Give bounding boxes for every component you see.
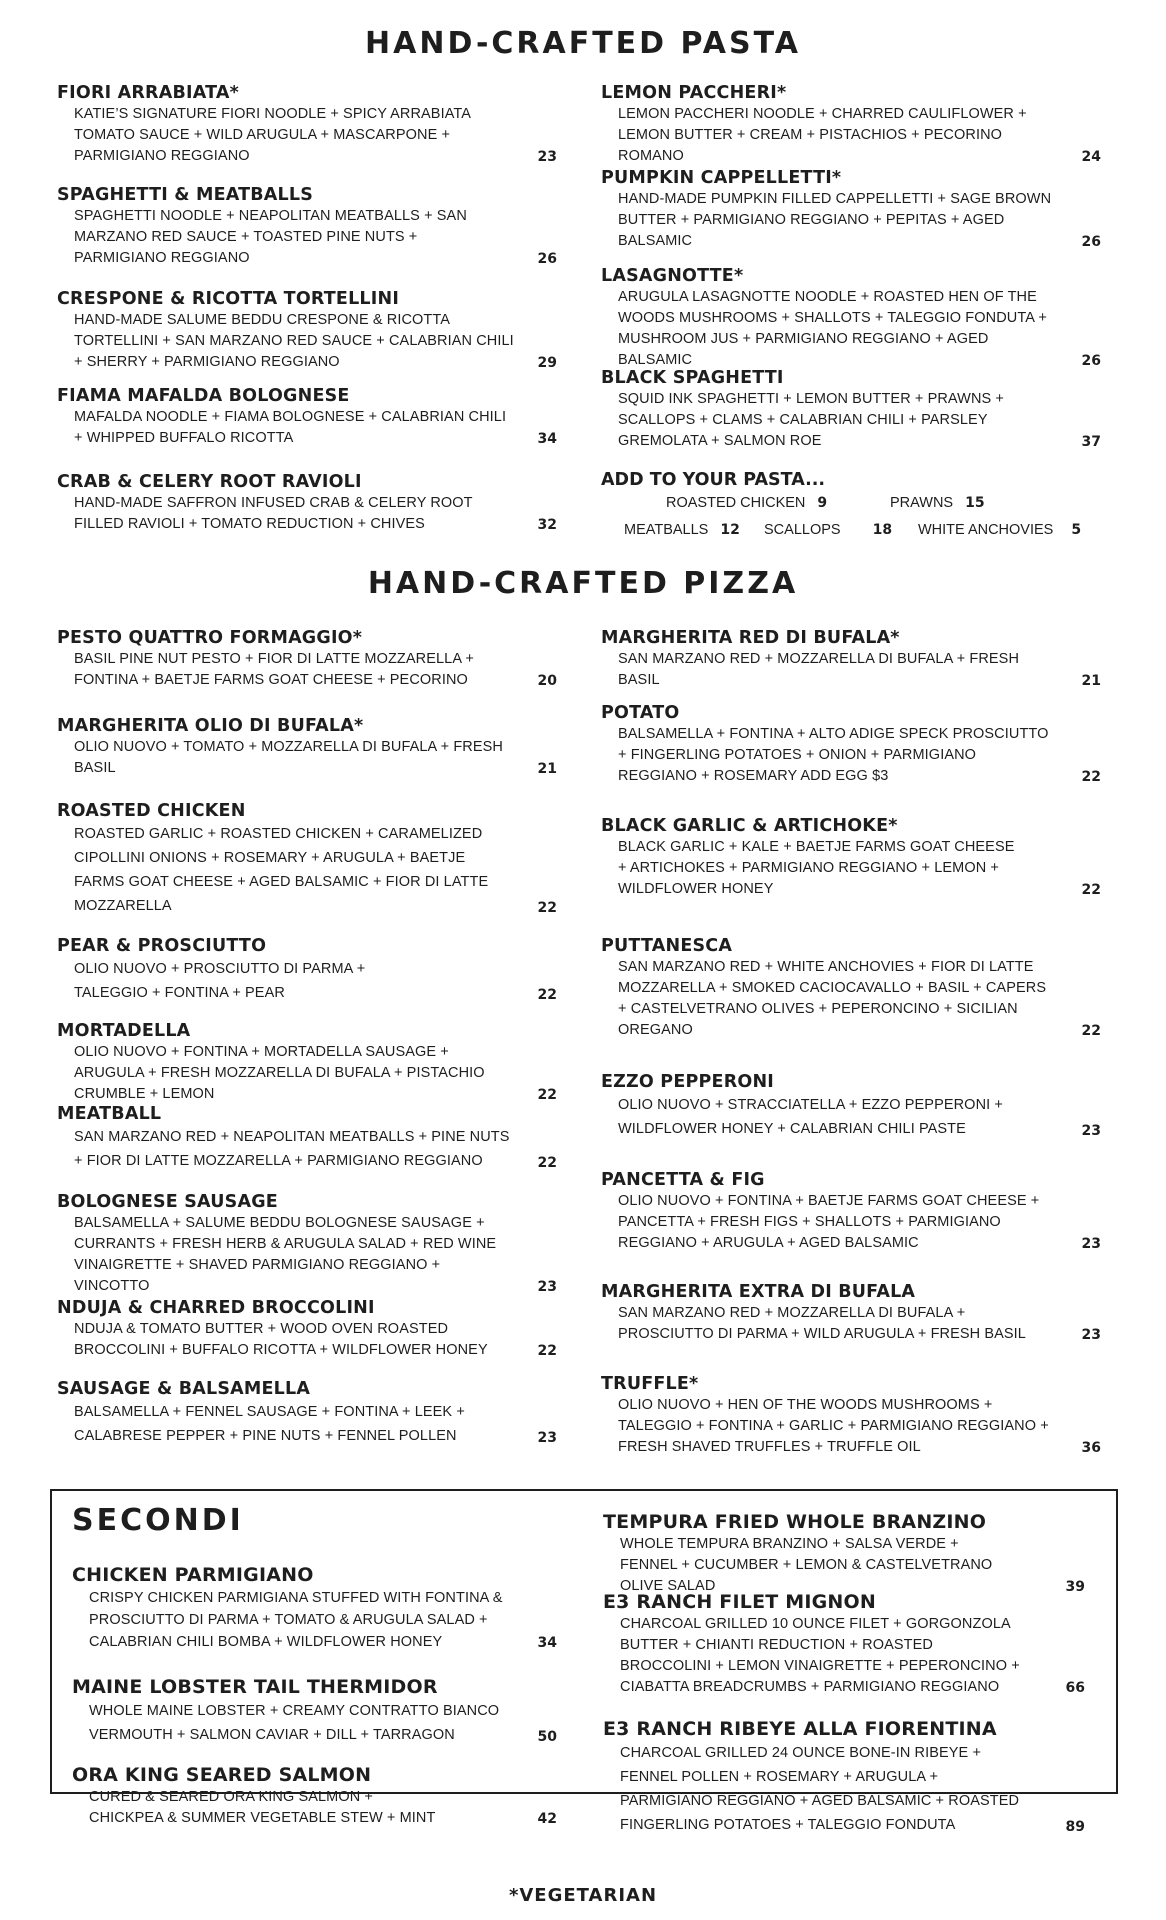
item-description: SAN MARZANO RED + WHITE ANCHOVIES + FIOR DI LATTE MOZZARELLA + SMOKED CACIOCAVALLO + BASIL + CAPERS + CASTELVETRANO OLIVES + PEPERONCINO + SICILIAN OREGANO [618, 959, 1047, 1038]
item-description: OLIO NUOVO + TOMATO + MOZZARELLA DI BUFALA + FRESH BASIL [74, 739, 503, 776]
addons-title: ADD TO YOUR PASTA... [601, 470, 826, 490]
item-description: WHOLE TEMPURA BRANZINO + SALSA VERDE + FENNEL + CUCUMBER + LEMON & CASTELVETRANO OLIVE SALAD [620, 1536, 993, 1594]
item-name: FIAMA MAFALDA BOLOGNESE [57, 386, 350, 406]
addon-item [666, 495, 827, 511]
addon-price: 5 [1071, 522, 1082, 538]
item-name: TRUFFLE* [601, 1374, 699, 1394]
item-description: BALSAMELLA + FONTINA + ALTO ADIGE SPECK PROSCIUTTO + FINGERLING POTATOES + ONION + PARMIGIANO REGGIANO + ROSEMARY ADD EGG $3 [618, 726, 1049, 784]
menu-item [57, 288, 557, 373]
item-price: 22 [537, 900, 557, 916]
menu-item [57, 471, 557, 535]
item-price: 23 [1081, 1123, 1101, 1139]
item-name: MARGHERITA RED DI BUFALA* [601, 628, 900, 648]
menu-item [601, 367, 1101, 452]
menu-item [601, 1071, 1101, 1141]
addon-item [890, 495, 985, 511]
menu-item [72, 1675, 557, 1747]
item-price: 21 [537, 761, 557, 777]
menu-item [601, 702, 1101, 787]
item-name: LASAGNOTTE* [601, 266, 744, 286]
addon-price: 9 [817, 495, 828, 511]
item-price: 22 [1081, 1023, 1101, 1039]
item-description: BALSAMELLA + SALUME BEDDU BOLOGNESE SAUSAGE + CURRANTS + FRESH HERB & ARUGULA SALAD + RED WINE VINAIGRETTE + SHAVED PARMIGIANO REGGIANO + VINCOTTO [74, 1215, 497, 1294]
item-price: 22 [537, 1087, 557, 1103]
item-price: 89 [1065, 1819, 1085, 1835]
item-price: 32 [537, 517, 557, 533]
item-price: 23 [1081, 1236, 1101, 1252]
item-description: NDUJA & TOMATO BUTTER + WOOD OVEN ROASTED BROCCOLINI + BUFFALO RICOTTA + WILDFLOWER HONEY [74, 1321, 488, 1358]
item-description: SPAGHETTI NOODLE + NEAPOLITAN MEATBALLS + SAN MARZANO RED SAUCE + TOASTED PINE NUTS + PARMIGIANO REGGIANO [74, 208, 467, 266]
addon-price: 15 [965, 495, 985, 511]
item-price: 26 [1081, 353, 1101, 369]
item-description: HAND-MADE SALUME BEDDU CRESPONE & RICOTTA TORTELLINI + SAN MARZANO RED SAUCE + CALABRIAN CHILI + SHERRY + PARMIGIANO REGGIANO [74, 312, 514, 370]
item-name: BLACK SPAGHETTI [601, 368, 784, 388]
item-name: TEMPURA FRIED WHOLE BRANZINO [603, 1511, 987, 1533]
menu-item [601, 1373, 1101, 1458]
item-price: 22 [537, 987, 557, 1003]
item-description: KATIE’S SIGNATURE FIORI NOODLE + SPICY ARRABIATA TOMATO SAUCE + WILD ARUGULA + MASCARPONE + PARMIGIANO REGGIANO [74, 106, 471, 164]
item-description: OLIO NUOVO + FONTINA + MORTADELLA SAUSAGE + ARUGULA + FRESH MOZZARELLA DI BUFALA + PISTACHIO CRUMBLE + LEMON [74, 1044, 485, 1102]
item-price: 22 [1081, 769, 1101, 785]
menu-item [57, 1297, 557, 1361]
menu-item [601, 935, 1101, 1041]
item-price: 21 [1081, 673, 1101, 689]
item-name: E3 RANCH RIBEYE ALLA FIORENTINA [603, 1718, 997, 1740]
menu-item [603, 1510, 1085, 1597]
item-description: CRISPY CHICKEN PARMIGIANA STUFFED WITH FONTINA & PROSCIUTTO DI PARMA + TOMATO & ARUGULA SALAD + CALABRIAN CHILI BOMBA + WILDFLOWER HONEY [89, 1590, 503, 1650]
pasta-section-title: HAND-CRAFTED PASTA [365, 26, 801, 61]
menu-item [57, 184, 557, 269]
item-name: MARGHERITA EXTRA DI BUFALA [601, 1282, 916, 1302]
menu-item [57, 800, 557, 918]
item-price: 20 [537, 673, 557, 689]
addon-name: PRAWNS [890, 495, 954, 511]
item-name: MARGHERITA OLIO DI BUFALA* [57, 716, 364, 736]
addon-name: MEATBALLS [624, 522, 709, 538]
item-name: SAUSAGE & BALSAMELLA [57, 1379, 311, 1399]
item-price: 66 [1065, 1680, 1085, 1696]
addon-item [918, 522, 1081, 538]
item-name: MAINE LOBSTER TAIL THERMIDOR [72, 1676, 438, 1698]
item-name: PUMPKIN CAPPELLETTI* [601, 168, 842, 188]
item-name: POTATO [601, 703, 680, 723]
item-price: 39 [1065, 1579, 1085, 1595]
addon-price: 18 [872, 522, 893, 538]
item-description: OLIO NUOVO + PROSCIUTTO DI PARMA + TALEGGIO + FONTINA + PEAR [74, 961, 366, 1001]
menu-item [57, 1103, 557, 1173]
menu-item [601, 1169, 1101, 1254]
menu-item [57, 1191, 557, 1297]
secondi-section-title: SECONDI [72, 1503, 244, 1538]
item-name: MORTADELLA [57, 1021, 191, 1041]
menu-item [601, 82, 1101, 167]
item-price: 23 [1081, 1327, 1101, 1343]
menu-item [601, 627, 1101, 691]
item-name: MEATBALL [57, 1104, 162, 1124]
item-price: 24 [1081, 149, 1101, 165]
item-price: 26 [537, 251, 557, 267]
vegetarian-footnote: *VEGETARIAN [508, 1885, 658, 1906]
menu-item [601, 1281, 1101, 1345]
menu-item [72, 1563, 557, 1653]
item-price: 34 [537, 1635, 557, 1651]
item-description: SQUID INK SPAGHETTI + LEMON BUTTER + PRAWNS + SCALLOPS + CLAMS + CALABRIAN CHILI + PARSLEY GREMOLATA + SALMON ROE [618, 391, 1004, 449]
item-price: 23 [537, 1430, 557, 1446]
menu-item [57, 1020, 557, 1105]
item-price: 50 [537, 1729, 557, 1745]
item-description: SAN MARZANO RED + NEAPOLITAN MEATBALLS + PINE NUTS + FIOR DI LATTE MOZZARELLA + PARMIGIANO REGGIANO [74, 1129, 510, 1169]
item-name: FIORI ARRABIATA* [57, 83, 239, 103]
addon-name: ROASTED CHICKEN [666, 495, 806, 511]
addon-item [624, 522, 740, 538]
item-name: BLACK GARLIC & ARTICHOKE* [601, 816, 898, 836]
item-name: BOLOGNESE SAUSAGE [57, 1192, 278, 1212]
item-price: 36 [1081, 1440, 1101, 1456]
item-description: CURED & SEARED ORA KING SALMON + CHICKPEA & SUMMER VEGETABLE STEW + MINT [89, 1789, 436, 1826]
menu-item [57, 385, 557, 449]
item-name: CRAB & CELERY ROOT RAVIOLI [57, 472, 362, 492]
item-price: 42 [537, 1811, 557, 1827]
item-price: 29 [537, 355, 557, 371]
item-price: 34 [537, 431, 557, 447]
item-price: 37 [1081, 434, 1101, 450]
menu-item [603, 1590, 1085, 1698]
item-description: OLIO NUOVO + HEN OF THE WOODS MUSHROOMS + TALEGGIO + FONTINA + GARLIC + PARMIGIANO REGGIANO + FRESH SHAVED TRUFFLES + TRUFFLE OIL [618, 1397, 1049, 1455]
item-description: HAND-MADE SAFFRON INFUSED CRAB & CELERY ROOT FILLED RAVIOLI + TOMATO REDUCTION + CHIVES [74, 495, 473, 532]
item-description: CHARCOAL GRILLED 24 OUNCE BONE-IN RIBEYE + FENNEL POLLEN + ROSEMARY + ARUGULA + PARMIGIANO REGGIANO + AGED BALSAMIC + ROASTED FINGERLING POTATOES + TALEGGIO FONDUTA [620, 1745, 1020, 1833]
item-name: EZZO PEPPERONI [601, 1072, 774, 1092]
item-description: ARUGULA LASAGNOTTE NOODLE + ROASTED HEN OF THE WOODS MUSHROOMS + SHALLOTS + TALEGGIO FONDUTA + MUSHROOM JUS + PARMIGIANO REGGIANO + AGED BALSAMIC [618, 289, 1047, 368]
item-name: PESTO QUATTRO FORMAGGIO* [57, 628, 363, 648]
addon-price: 12 [720, 522, 740, 538]
item-description: SAN MARZANO RED + MOZZARELLA DI BUFALA + FRESH BASIL [618, 651, 1020, 688]
item-description: SAN MARZANO RED + MOZZARELLA DI BUFALA + PROSCIUTTO DI PARMA + WILD ARUGULA + FRESH BASIL [618, 1305, 1026, 1342]
item-name: SPAGHETTI & MEATBALLS [57, 185, 314, 205]
item-name: ORA KING SEARED SALMON [72, 1764, 372, 1786]
item-name: E3 RANCH FILET MIGNON [603, 1591, 876, 1613]
item-price: 22 [1081, 882, 1101, 898]
addon-name: WHITE ANCHOVIES [918, 522, 1054, 538]
pizza-section-title: HAND-CRAFTED PIZZA [367, 566, 799, 601]
menu-item [57, 935, 557, 1005]
item-price: 23 [537, 1279, 557, 1295]
item-description: HAND-MADE PUMPKIN FILLED CAPPELLETTI + SAGE BROWN BUTTER + PARMIGIANO REGGIANO + PEPITAS + AGED BALSAMIC [618, 191, 1052, 249]
item-description: LEMON PACCHERI NOODLE + CHARRED CAULIFLOWER + LEMON BUTTER + CREAM + PISTACHIOS + PECORINO ROMANO [618, 106, 1027, 164]
item-name: CHICKEN PARMIGIANO [72, 1564, 314, 1586]
item-name: NDUJA & CHARRED BROCCOLINI [57, 1298, 375, 1318]
menu-item [57, 1378, 557, 1448]
item-price: 23 [537, 149, 557, 165]
item-description: CHARCOAL GRILLED 10 OUNCE FILET + GORGONZOLA BUTTER + CHIANTI REDUCTION + ROASTED BROCCOLINI + LEMON VINAIGRETTE + PEPERONCINO + CIABATTA BREADCRUMBS + PARMIGIANO REGGIANO [620, 1616, 1020, 1695]
menu-item [72, 1763, 557, 1829]
menu-item [603, 1717, 1085, 1837]
menu-item [57, 627, 557, 691]
item-name: LEMON PACCHERI* [601, 83, 787, 103]
item-name: PEAR & PROSCIUTTO [57, 936, 267, 956]
addon-item [764, 522, 892, 538]
menu-item [57, 715, 557, 779]
item-name: CRESPONE & RICOTTA TORTELLINI [57, 289, 400, 309]
item-description: BLACK GARLIC + KALE + BAETJE FARMS GOAT CHEESE + ARTICHOKES + PARMIGIANO REGGIANO + LEMON + WILDFLOWER HONEY [618, 839, 1015, 897]
item-name: ROASTED CHICKEN [57, 801, 246, 821]
item-description: ROASTED GARLIC + ROASTED CHICKEN + CARAMELIZED CIPOLLINI ONIONS + ROSEMARY + ARUGULA + BAETJE FARMS GOAT CHEESE + AGED BALSAMIC + FIOR DI LATTE MOZZARELLA [74, 826, 489, 914]
menu-item [601, 167, 1101, 252]
item-price: 22 [537, 1155, 557, 1171]
pasta-addons [601, 469, 1101, 539]
item-description: WHOLE MAINE LOBSTER + CREAMY CONTRATTO BIANCO VERMOUTH + SALMON CAVIAR + DILL + TARRAGON [89, 1703, 500, 1743]
item-description: BALSAMELLA + FENNEL SAUSAGE + FONTINA + LEEK + CALABRESE PEPPER + PINE NUTS + FENNEL POLLEN [74, 1404, 465, 1444]
item-price: 26 [1081, 234, 1101, 250]
item-description: OLIO NUOVO + FONTINA + BAETJE FARMS GOAT CHEESE + PANCETTA + FRESH FIGS + SHALLOTS + PARMIGIANO REGGIANO + ARUGULA + AGED BALSAMIC [618, 1193, 1040, 1251]
item-name: PANCETTA & FIG [601, 1170, 765, 1190]
item-price: 22 [537, 1343, 557, 1359]
item-description: MAFALDA NOODLE + FIAMA BOLOGNESE + CALABRIAN CHILI + WHIPPED BUFFALO RICOTTA [74, 409, 507, 446]
item-description: OLIO NUOVO + STRACCIATELLA + EZZO PEPPERONI + WILDFLOWER HONEY + CALABRIAN CHILI PASTE [618, 1097, 1003, 1137]
menu-item [57, 82, 557, 167]
addon-name: SCALLOPS [764, 522, 841, 538]
menu-item [601, 815, 1101, 900]
item-description: BASIL PINE NUT PESTO + FIOR DI LATTE MOZZARELLA + FONTINA + BAETJE FARMS GOAT CHEESE + PECORINO [74, 651, 474, 688]
item-name: PUTTANESCA [601, 936, 733, 956]
menu-item [601, 265, 1101, 371]
